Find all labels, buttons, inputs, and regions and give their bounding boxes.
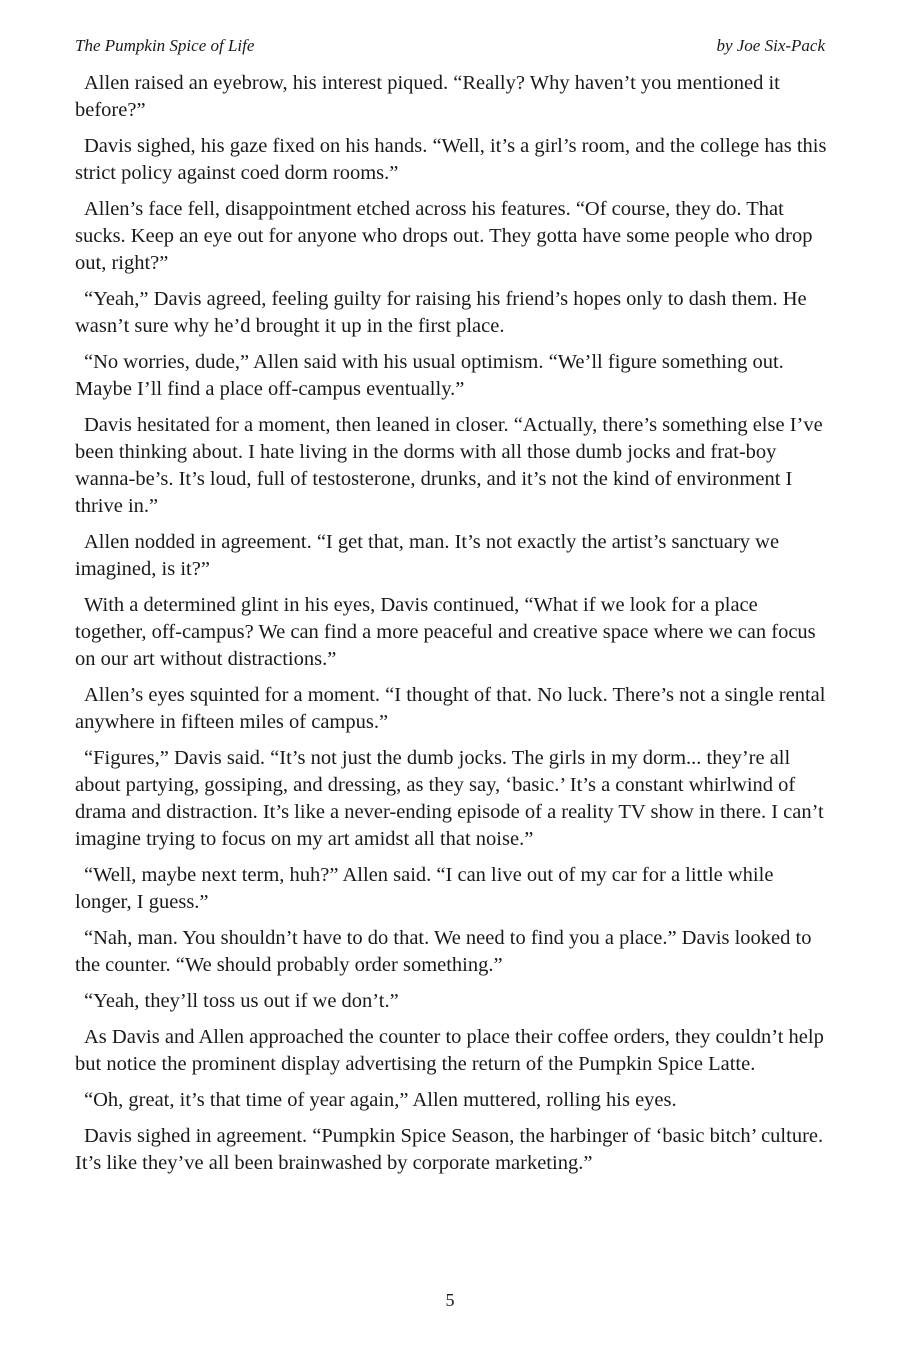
paragraph: With a determined glint in his eyes, Davis continued, “What if we look for a place together, off-campus? We can find a more peaceful and creative space where we can focus on our art without distractions.” <box>75 594 816 670</box>
paragraph: “Nah, man. You shouldn’t have to do that. We need to find you a place.” Davis looked to the counter. “We should probably order something.” <box>75 927 812 976</box>
paragraph: “Figures,” Davis said. “It’s not just the dumb jocks. The girls in my dorm... they’re all about partying, gossiping, and dressing, as they say, ‘basic.’ It’s a constant whirlwind of drama and distraction. It’s like a never-ending episode of a reality TV show in there. I can’t imagine trying to focus on my art amidst all that noise.” <box>75 747 824 850</box>
page-number: 5 <box>445 1290 455 1310</box>
paragraph: Allen’s eyes squinted for a moment. “I thought of that. No luck. There’s not a single rental anywhere in fifteen miles of campus.” <box>75 684 826 733</box>
paragraph: “Well, maybe next term, huh?” Allen said. “I can live out of my car for a little while longer, I guess.” <box>75 864 774 913</box>
paragraph: “Oh, great, it’s that time of year again,” Allen muttered, rolling his eyes. <box>84 1089 677 1111</box>
paragraph: Allen’s face fell, disappointment etched across his features. “Of course, they do. That sucks. Keep an eye out for anyone who drops out. They gotta have some people who drop out, right?” <box>75 198 813 274</box>
paragraph: Allen nodded in agreement. “I get that, man. It’s not exactly the artist’s sanctuary we imagined, is it?” <box>75 531 780 580</box>
paragraph: As Davis and Allen approached the counter to place their coffee orders, they couldn’t help but notice the prominent display advertising the return of the Pumpkin Spice Latte. <box>75 1026 824 1075</box>
book-title: The Pumpkin Spice of Life <box>75 36 255 55</box>
body-text <box>75 70 827 1186</box>
author-name: by Joe Six-Pack <box>716 36 825 55</box>
paragraph: Allen raised an eyebrow, his interest piqued. “Really? Why haven’t you mentioned it before?” <box>75 72 780 121</box>
paragraph: “Yeah, they’ll toss us out if we don’t.” <box>84 990 399 1012</box>
paragraph: Davis hesitated for a moment, then leaned in closer. “Actually, there’s something else I’ve been thinking about. I hate living in the dorms with all those dumb jocks and frat-boy wanna-be’s. It’s loud, full of testosterone, drunks, and it’s not the kind of environment I thrive in.” <box>75 414 823 517</box>
paragraph: Davis sighed in agreement. “Pumpkin Spice Season, the harbinger of ‘basic bitch’ culture. It’s like they’ve all been brainwashed by corporate marketing.” <box>75 1125 824 1174</box>
paragraph: Davis sighed, his gaze fixed on his hands. “Well, it’s a girl’s room, and the college has this strict policy against coed dorm rooms.” <box>75 135 827 184</box>
running-header <box>75 36 825 58</box>
paragraph: “No worries, dude,” Allen said with his usual optimism. “We’ll figure something out. Maybe I’ll find a place off-campus eventually.” <box>75 351 784 400</box>
paragraph: “Yeah,” Davis agreed, feeling guilty for raising his friend’s hopes only to dash them. He wasn’t sure why he’d brought it up in the first place. <box>75 288 807 337</box>
